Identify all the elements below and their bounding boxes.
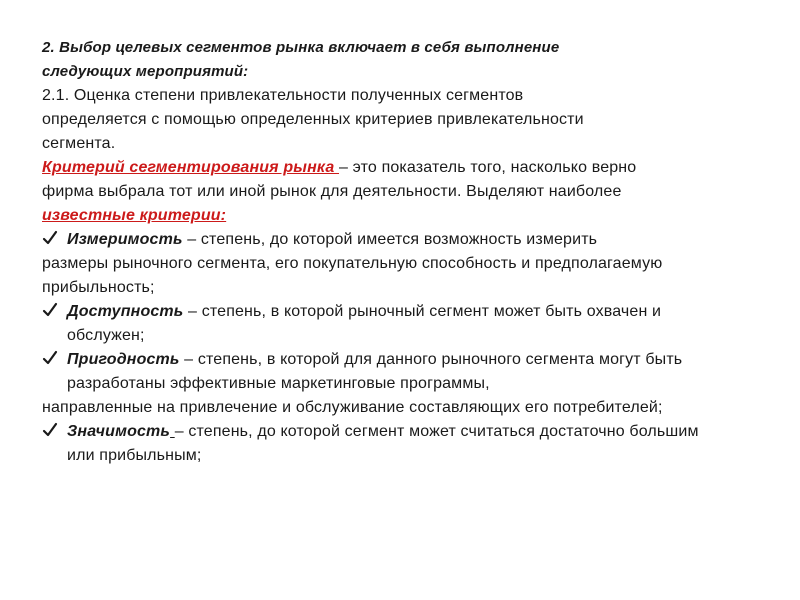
heading-line-2: следующих мероприятий:	[42, 63, 249, 80]
criterion-text: – степень, до которой имеется возможность измерить	[182, 231, 598, 248]
criteria-heading: известные критерии:	[42, 207, 227, 224]
criterion-text: – степень, в которой рыночный сегмент может быть охвачен и	[183, 303, 662, 320]
criterion-text: – степень, до которой сегмент может считаться достаточно большим	[174, 423, 699, 440]
criterion-name: Измеримость	[67, 231, 183, 248]
intro-line-3: сегмента.	[42, 135, 116, 152]
criterion-line: разработаны эффективные маркетинговые программы,	[67, 375, 490, 392]
intro-line-2: определяется с помощью определенных критериев привлекательности	[42, 111, 584, 128]
criterion-line	[67, 300, 661, 324]
intro-line-1: 2.1. Оценка степени привлекательности полученных сегментов	[42, 87, 524, 104]
criterion-line	[67, 348, 682, 372]
criterion-name: Значимость	[67, 423, 171, 440]
criterion-text: – степень, в которой для данного рыночного сегмента могут быть	[179, 351, 683, 368]
criterion-name: Пригодность	[67, 351, 180, 368]
definition-text: – это показатель того, насколько верно	[339, 159, 637, 176]
checkmark-icon	[42, 418, 60, 442]
checkmark-icon	[42, 298, 60, 322]
checkmark-icon	[42, 346, 60, 370]
criterion-line: прибыльность;	[42, 279, 155, 296]
criterion-line: обслужен;	[67, 327, 145, 344]
definition-term: Критерий сегментирования рынка	[42, 159, 340, 176]
definition-line-2: фирма выбрала тот или иной рынок для деятельности. Выделяют наиболее	[42, 183, 622, 200]
criterion-line	[67, 420, 699, 444]
heading-line-1: 2. Выбор целевых сегментов рынка включает в себя выполнение	[42, 39, 560, 56]
criterion-line	[67, 228, 597, 252]
checkmark-icon	[42, 226, 60, 250]
definition-line-1	[42, 156, 636, 180]
criterion-name: Доступность	[67, 303, 184, 320]
criterion-line: направленные на привлечение и обслуживание составляющих его потребителей;	[42, 399, 663, 416]
criterion-line: размеры рыночного сегмента, его покупательную способность и предполагаемую	[42, 255, 663, 272]
definition-line-3	[42, 204, 226, 228]
criterion-line: или прибыльным;	[67, 447, 202, 464]
